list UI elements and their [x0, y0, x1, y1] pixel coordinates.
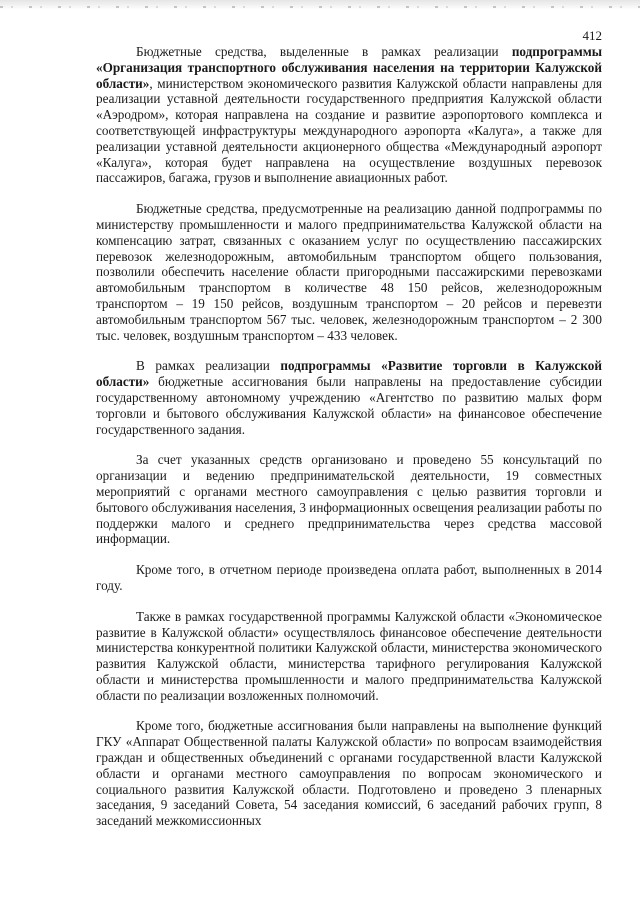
paragraph-ministries-funding — [96, 609, 602, 704]
paragraph-text: В рамках реализации — [136, 358, 281, 374]
paragraph-text: За счет указанных средств организовано и проведено 55 консультаций по организации и ведению предпринимательской деятельности, 19 совместных мероприятий с органами местного самоуправления с целью развития торговли и бытового обслуживания населения, 3 информационных освещения реализации работы по поддержки малого и среднего предпринимательства через средства массовой информации. — [96, 452, 602, 547]
paragraph-text: Также в рамках государственной программы Калужской области «Экономическое развитие в Калужской области» осуществлялось финансовое обеспечение деятельности министерства конкурентной политики Калужской области, министерства экономического развития Калужской области, министерства тарифного регулирования Калужской области и министерства промышленности и малого предпринимательства Калужской области по реализации возложенных полномочий. — [96, 608, 602, 703]
subprogram-title-transport: подпрограммы «Организация транспортного обслуживания населения на территории Калужской области» — [96, 44, 602, 91]
paragraph-text: , министерством экономического развития Калужской области направлены для реализации уставной деятельности государственного предприятия Калужской области «Аэродром», которая направлена на создание и развитие аэропортового комплекса и соответствующей инфраструктуры международного аэропорта «Калуга», а также для реализации уставной деятельности акционерного общества «Международный аэропорт «Калуга», которая будет направлена на осуществление воздушных перевозок пассажиров, багажа, грузов и выполнение авиационных работ. — [96, 75, 602, 186]
paragraph-transport-compensation — [96, 201, 602, 343]
subprogram-title-trade: подпрограммы «Развитие торговли в Калужской области» — [96, 358, 602, 390]
paragraph-payment-2014 — [96, 562, 602, 594]
paragraph-text: Бюджетные средства, выделенные в рамках реализации — [136, 44, 512, 59]
scan-top-edge — [0, 0, 640, 10]
paragraph-text: бюджетные ассигнования были направлены на предоставление субсидии государственному автономному учреждению «Агентство по развитию малых форм торговли и бытового обслуживания Калужской области» на финансовое обеспечение государственного задания. — [96, 374, 602, 437]
paragraph-text: Кроме того, в отчетном периоде произведена оплата работ, выполненных в 2014 году. — [96, 562, 602, 593]
paragraph-trade-subprogram — [96, 358, 602, 437]
document-body — [96, 44, 602, 844]
paragraph-consultations — [96, 452, 602, 547]
paragraph-text: Кроме того, бюджетные ассигнования были направлены на выполнение функций ГКУ «Аппарат Общественной палаты Калужской области» по вопросам взаимодействия граждан и общественных объединений с органами государственной власти Калужской области и органами местного самоуправления по вопросам экономического и социального развития Калужской области. Подготовлено и проведено 3 пленарных заседания, 9 заседаний Совета, 54 заседания комиссий, 6 заседаний рабочих групп, 8 заседаний межкомиссионных — [96, 718, 602, 829]
paragraph-airport-subprogram — [96, 44, 602, 186]
scan-artifact-line — [0, 6, 640, 8]
paragraph-public-chamber — [96, 718, 602, 829]
paragraph-text: Бюджетные средства, предусмотренные на реализацию данной подпрограммы по министерству промышленности и малого предпринимательства Калужской области на компенсацию затрат, связанных с оказанием услуг по осуществлению пассажирских перевозок железнодорожным, автомобильным транспортом общего пользования, позволили обеспечить население области пригородными пассажирскими перевозками автомобильным транспортом в количестве 48 150 рейсов, железнодорожным транспортом – 19 150 рейсов, воздушным транспортом – 20 рейсов и перевезти автомобильным транспортом 567 тыс. человек, железнодорожным транспортом – 2 300 тыс. человек, воздушным транспортом – 433 человек. — [96, 201, 602, 343]
page-number: 412 — [582, 28, 602, 43]
